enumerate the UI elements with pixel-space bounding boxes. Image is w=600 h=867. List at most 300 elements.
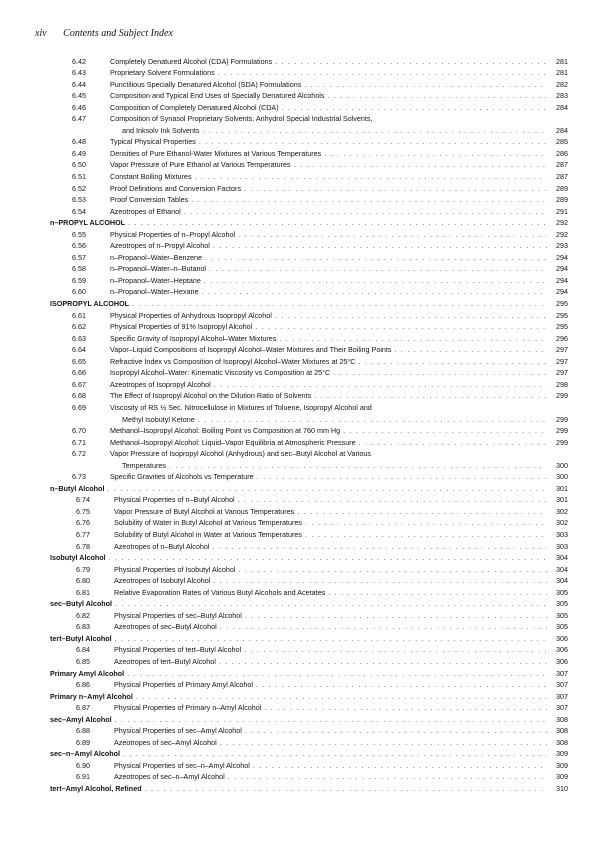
dot-leader [256, 680, 547, 690]
toc-entry [0, 471, 600, 483]
toc-entry-number: 6.77 [76, 529, 90, 539]
toc-entry-title: Physical Properties of Primary n–Amyl Alcohol [114, 703, 262, 713]
toc-entry-title: Vapor Pressure of Isopropyl Alcohol (Anhydrous) and sec–Butyl Alcohol at Various [110, 449, 372, 459]
toc-entry-title: Methanol–Isopropyl Alcohol: Boiling Point vs Composition at 760 mm Hg [110, 426, 341, 436]
toc-entry-number: 6.61 [72, 310, 86, 320]
dot-leader [244, 184, 547, 194]
dot-leader [238, 565, 547, 575]
toc-entry [0, 309, 600, 321]
toc-entry-title: Composition of Synasol Proprietary Solvents, Anhydrol Special Industrial Solvents, [110, 114, 373, 124]
toc-entry [0, 575, 600, 587]
toc-entry-title: Physical Properties of tert–Butyl Alcohol [114, 645, 242, 655]
toc-entry-number: 6.89 [76, 737, 90, 747]
toc-entry-title: Physical Properties of n–Propyl Alcohol [110, 229, 236, 239]
toc-entry [0, 679, 600, 691]
toc-entry-number: 6.49 [72, 148, 86, 158]
toc-entry-page: 292 [556, 229, 568, 239]
toc-entry [0, 505, 600, 517]
toc-entry-title: Primary n–Amyl Alcohol [50, 691, 133, 701]
toc-entry-title: Completely Denatured Alcohol (CDA) Formulations [110, 56, 273, 66]
toc-entry-page: 307 [556, 680, 568, 690]
toc-entry [0, 540, 600, 552]
toc-section-heading [0, 713, 600, 725]
toc-entry-number: 6.90 [76, 760, 90, 770]
toc-entry-title: Physical Properties of sec–Butyl Alcohol [114, 610, 242, 620]
toc-entry-page: 306 [556, 633, 568, 643]
toc-entry-page: 302 [556, 506, 568, 516]
dot-leader [213, 241, 547, 251]
toc-entry-number: 6.57 [72, 252, 86, 262]
toc-entry [0, 251, 600, 263]
toc-entry [0, 413, 600, 425]
toc-entry-page: 303 [556, 541, 568, 551]
toc-entry [0, 332, 600, 344]
toc-entry [0, 228, 600, 240]
toc-entry-page: 284 [556, 125, 568, 135]
toc-entry-page: 292 [556, 218, 568, 228]
toc-entry-page: 294 [556, 252, 568, 262]
toc-entry-number: 6.64 [72, 345, 86, 355]
toc-entry-number: 6.46 [72, 102, 86, 112]
toc-entry-title: Typical Physical Properties [110, 137, 196, 147]
dot-leader [198, 415, 547, 425]
toc-entry-page: 297 [556, 345, 568, 355]
toc-entry-title: Proof Definitions and Conversion Factors [110, 183, 242, 193]
toc-entry [0, 436, 600, 448]
toc-entry [0, 194, 600, 206]
toc-entry-page: 309 [556, 749, 568, 759]
toc-entry-title: Solubility of Water in Butyl Alcohol at Various Temperatures [114, 518, 303, 528]
dot-leader [136, 692, 547, 702]
toc-entry-number: 6.88 [76, 726, 90, 736]
toc-entry-title: Proprietary Solvent Formulations [110, 68, 215, 78]
toc-entry-number: 6.59 [72, 275, 86, 285]
toc-entry-page: 304 [556, 564, 568, 574]
toc-entry [0, 55, 600, 67]
toc-entry-page: 289 [556, 183, 568, 193]
toc-entry-number: 6.56 [72, 241, 86, 251]
toc-section-heading [0, 552, 600, 564]
toc-entry-number: 6.69 [72, 402, 86, 412]
toc-entry-number: 6.87 [76, 703, 90, 713]
toc-entry-number: 6.75 [76, 506, 90, 516]
toc-entry [0, 609, 600, 621]
toc-entry-page: 305 [556, 622, 568, 632]
toc-section-heading [0, 782, 600, 794]
toc-entry [0, 274, 600, 286]
dot-leader [314, 391, 547, 401]
toc-entry [0, 113, 600, 125]
toc-entry-number: 6.50 [72, 160, 86, 170]
toc-entry-page: 295 [556, 310, 568, 320]
toc-entry-title: Refractive Index vs Composition of Isopropyl Alcohol–Water Mixtures at 25°C [110, 356, 356, 366]
toc-section-heading [0, 598, 600, 610]
toc-entry-page: 287 [556, 160, 568, 170]
toc-entry-page: 282 [556, 79, 568, 89]
dot-leader [238, 495, 547, 505]
toc-entry-page: 305 [556, 599, 568, 609]
toc-entry-title: Azeotropes of tert–Butyl Alcohol [114, 656, 216, 666]
toc-entry-page: 301 [556, 495, 568, 505]
toc-entry-number: 6.71 [72, 437, 86, 447]
dot-leader [220, 738, 547, 748]
toc-entry-title: Solubility of Butyl Alcohol in Water at Various Temperatures [114, 529, 303, 539]
dot-leader [228, 772, 547, 782]
dot-leader [245, 611, 547, 621]
toc-entry-page: 295 [556, 299, 568, 309]
toc-entry [0, 355, 600, 367]
toc-entry [0, 90, 600, 102]
toc-entry-number: 6.48 [72, 137, 86, 147]
toc-section-heading [0, 632, 600, 644]
toc-section-heading [0, 217, 600, 229]
toc-entry-number: 6.52 [72, 183, 86, 193]
toc-entry-number: 6.79 [76, 564, 90, 574]
toc-entry-page: 294 [556, 287, 568, 297]
toc-entry [0, 147, 600, 159]
toc-entry-page: 281 [556, 68, 568, 78]
toc-entry-page: 304 [556, 553, 568, 563]
dot-leader [304, 80, 547, 90]
dot-leader [204, 276, 547, 286]
toc-section-heading [0, 690, 600, 702]
toc-entry-number: 6.80 [76, 576, 90, 586]
toc-entry-page: 298 [556, 379, 568, 389]
dot-leader [359, 438, 547, 448]
toc-entry-page: 299 [556, 414, 568, 424]
toc-entry-number: 6.51 [72, 172, 86, 182]
toc-entry-number: 6.84 [76, 645, 90, 655]
toc-entry [0, 205, 600, 217]
toc-entry [0, 655, 600, 667]
toc-entry [0, 390, 600, 402]
toc-entry-page: 308 [556, 726, 568, 736]
page-number: xiv [35, 28, 47, 39]
toc-entry [0, 67, 600, 79]
toc-entry-title: Physical Properties of Anhydrous Isopropyl Alcohol [110, 310, 272, 320]
toc-entry [0, 621, 600, 633]
dot-leader [115, 634, 547, 644]
dot-leader [327, 91, 547, 101]
toc-entry [0, 159, 600, 171]
toc-entry-title: Composition and Typical End Uses of Specially Denatured Alcohols [110, 91, 325, 101]
toc-entry-page: 303 [556, 529, 568, 539]
toc-entry-number: 6.42 [72, 56, 86, 66]
toc-entry-page: 299 [556, 426, 568, 436]
toc-entry [0, 448, 600, 460]
toc-entry [0, 344, 600, 356]
toc-entry-page: 309 [556, 772, 568, 782]
dot-leader [238, 230, 547, 240]
toc-entry-title: Constant Boiling Mixtures [110, 172, 192, 182]
toc-entry [0, 771, 600, 783]
dot-leader [343, 426, 547, 436]
toc-entry-title: Proof Conversion Tables [110, 195, 189, 205]
toc-entry-title: Specific Gravities of Alcohols vs Temperature [110, 472, 254, 482]
dot-leader [127, 669, 547, 679]
toc-entry-page: 300 [556, 460, 568, 470]
toc-entry-number: 6.58 [72, 264, 86, 274]
toc-entry-number: 6.86 [76, 680, 90, 690]
dot-leader [107, 484, 547, 494]
toc-entry-page: 289 [556, 195, 568, 205]
dot-leader [328, 588, 547, 598]
toc-entry-page: 296 [556, 333, 568, 343]
toc-entry [0, 586, 600, 598]
toc-section-heading [0, 667, 600, 679]
dot-leader [115, 599, 547, 609]
toc-entry-number: 6.54 [72, 206, 86, 216]
toc-entry-title: Physical Properties of n–Butyl Alcohol [114, 495, 235, 505]
toc-entry-title: Azeotropes of sec–Amyl Alcohol [114, 737, 217, 747]
dot-leader [359, 357, 548, 367]
toc-entry-number: 6.60 [72, 287, 86, 297]
toc-entry-page: 284 [556, 102, 568, 112]
toc-entry-title: Primary Amyl Alcohol [50, 668, 125, 678]
dot-leader [333, 368, 547, 378]
toc-entry-title: Physical Properties of Primary Amyl Alcohol [114, 680, 254, 690]
toc-entry-page: 306 [556, 645, 568, 655]
toc-entry-title: n–Propanol–Water–n–Butanol [110, 264, 207, 274]
dot-leader [191, 195, 547, 205]
toc-entry-title: Punctilious Specially Denatured Alcohol (SDA) Formulations [110, 79, 302, 89]
toc-entry-title: n–Propanol–Water–Heptane [110, 275, 201, 285]
toc-entry-page: 297 [556, 356, 568, 366]
toc-entry-page: 285 [556, 137, 568, 147]
toc-entry-page: 307 [556, 703, 568, 713]
toc-entry-number: 6.62 [72, 322, 86, 332]
toc-entry-title: tert–Amyl Alcohol, Refined [50, 784, 142, 793]
toc-entry [0, 170, 600, 182]
toc-entry-title: Azeotropes of n–Propyl Alcohol [110, 241, 210, 251]
toc-entry-number: 6.78 [76, 541, 90, 551]
dot-leader [305, 530, 547, 540]
toc-entry-title: sec–Amyl Alcohol [50, 714, 112, 724]
toc-entry-title: Temperatures [122, 460, 166, 470]
dot-leader [213, 542, 548, 552]
running-head-title: Contents and Subject Index [63, 28, 173, 39]
dot-leader [184, 207, 547, 217]
toc-entry-number: 6.74 [76, 495, 90, 505]
dot-leader [199, 137, 547, 147]
toc-entry [0, 321, 600, 333]
dot-leader [220, 622, 547, 632]
dot-leader [275, 57, 547, 67]
toc-entry-title: The Effect of Isopropyl Alcohol on the Dilution Ratio of Solvents [110, 391, 312, 401]
toc-entry-number: 6.63 [72, 333, 86, 343]
toc-entry [0, 736, 600, 748]
toc-entry-page: 300 [556, 472, 568, 482]
dot-leader [209, 264, 547, 274]
toc-entry-page: 305 [556, 587, 568, 597]
toc-entry-page: 299 [556, 437, 568, 447]
dot-leader [282, 103, 547, 113]
toc-entry-number: 6.66 [72, 368, 86, 378]
toc-entry-page: 304 [556, 576, 568, 586]
toc-entry-title: Vapor–Liquid Compositions of Isopropyl Alcohol–Water Mixtures and Their Boiling Points [110, 345, 392, 355]
toc-entry-number: 6.68 [72, 391, 86, 401]
toc-entry-title: Methanol–Isopropyl Alcohol: Liquid–Vapor Equilibria at Atmospheric Pressure [110, 437, 356, 447]
toc-entry-page: 299 [556, 391, 568, 401]
toc-entry-title: Composition of Completely Denatured Alcohol (CDA) [110, 102, 279, 112]
dot-leader [195, 172, 548, 182]
dot-leader [123, 749, 547, 759]
toc-entry-title: Specific Gravity of Isopropyl Alcohol–Water Mixtures [110, 333, 277, 343]
toc-entry-title: Physical Properties of sec–n–Amyl Alcohol [114, 760, 250, 770]
toc-entry-title: Isobutyl Alcohol [50, 553, 106, 563]
toc-entry-page: 309 [556, 760, 568, 770]
toc-entry-page: 302 [556, 518, 568, 528]
toc-entry-page: 305 [556, 610, 568, 620]
toc-entry-page: 283 [556, 91, 568, 101]
toc-entry-title: n–Propanol–Water–Hexane [110, 287, 199, 297]
toc-entry-page: 291 [556, 206, 568, 216]
toc-entry-number: 6.76 [76, 518, 90, 528]
toc-entry [0, 286, 600, 298]
toc-entry-page: 286 [556, 148, 568, 158]
dot-leader [128, 218, 547, 228]
toc-entry [0, 78, 600, 90]
toc-entry-number: 6.43 [72, 68, 86, 78]
toc-entry-title: Isopropyl Alcohol–Water: Kinematic Viscosity vs Composition at 25°C [110, 368, 331, 378]
dot-leader [218, 68, 547, 78]
dot-leader [169, 461, 547, 471]
table-of-contents [0, 55, 600, 794]
dot-leader [245, 726, 547, 736]
toc-entry-title: ISOPROPYL ALCOHOL [50, 299, 130, 309]
dot-leader [324, 149, 547, 159]
toc-entry [0, 517, 600, 529]
toc-entry-number: 6.72 [72, 449, 86, 459]
toc-entry-title: Physical Properties of Isobutyl Alcohol [114, 564, 236, 574]
dot-leader [115, 715, 547, 725]
toc-entry [0, 528, 600, 540]
toc-entry-number: 6.67 [72, 379, 86, 389]
toc-entry [0, 644, 600, 656]
toc-entry-page: 294 [556, 275, 568, 285]
toc-entry-number: 6.45 [72, 91, 86, 101]
toc-entry-title: Densities of Pure Ethanol-Water Mixtures at Various Temperatures [110, 148, 322, 158]
toc-entry [0, 702, 600, 714]
toc-entry-title: n–Butyl Alcohol [50, 483, 105, 493]
toc-entry-title: Azeotropes of Isopropyl Alcohol [110, 379, 211, 389]
dot-leader [294, 160, 547, 170]
toc-entry-title: Methyl Isobutyl Ketone [122, 414, 195, 424]
toc-entry-title: Azeotropes of sec–Butyl Alcohol [114, 622, 217, 632]
dot-leader [257, 472, 547, 482]
toc-entry [0, 101, 600, 113]
dot-leader [275, 311, 547, 321]
dot-leader [201, 287, 547, 297]
toc-entry-page: 308 [556, 737, 568, 747]
toc-entry [0, 459, 600, 471]
toc-entry [0, 759, 600, 771]
toc-entry-page: 307 [556, 668, 568, 678]
toc-entry-title: n–Propanol–Water–Benzene [110, 252, 203, 262]
toc-section-heading [0, 297, 600, 309]
toc-entry-title: Azeotropes of Ethanol [110, 206, 181, 216]
dot-leader [132, 299, 547, 309]
toc-entry-title: tert–Butyl Alcohol [50, 633, 112, 643]
toc-entry-page: 287 [556, 172, 568, 182]
dot-leader [214, 380, 547, 390]
dot-leader [145, 784, 547, 794]
toc-entry [0, 240, 600, 252]
dot-leader [203, 126, 547, 136]
toc-entry-page: 307 [556, 691, 568, 701]
dot-leader [253, 761, 547, 771]
toc-entry [0, 136, 600, 148]
toc-entry-number: 6.81 [76, 587, 90, 597]
toc-entry [0, 425, 600, 437]
toc-entry-title: and Inksolv Ink Solvents [122, 125, 200, 135]
toc-entry-number: 6.53 [72, 195, 86, 205]
toc-entry-number: 6.82 [76, 610, 90, 620]
toc-entry-title: Relative Evaporation Rates of Various Butyl Alcohols and Acetates [114, 587, 326, 597]
toc-entry [0, 378, 600, 390]
toc-entry-page: 310 [556, 784, 568, 793]
dot-leader [109, 553, 547, 563]
toc-entry-page: 295 [556, 322, 568, 332]
toc-entry-number: 6.44 [72, 79, 86, 89]
toc-entry-number: 6.91 [76, 772, 90, 782]
toc-entry-title: Azeotropes of Isobutyl Alcohol [114, 576, 211, 586]
toc-entry-title: Physical Properties of sec–Amyl Alcohol [114, 726, 242, 736]
toc-entry [0, 401, 600, 413]
toc-entry-number: 6.55 [72, 229, 86, 239]
toc-entry [0, 725, 600, 737]
toc-entry-number: 6.73 [72, 472, 86, 482]
toc-entry-title: Azeotropes of n–Butyl Alcohol [114, 541, 210, 551]
toc-entry-number: 6.70 [72, 426, 86, 436]
toc-entry-number: 6.83 [76, 622, 90, 632]
dot-leader [219, 657, 547, 667]
dot-leader [264, 703, 547, 713]
toc-entry-page: 308 [556, 714, 568, 724]
toc-section-heading [0, 748, 600, 760]
toc-entry-title: sec–Butyl Alcohol [50, 599, 113, 609]
toc-entry-title: Viscosity of RS ½ Sec. Nitrocellulose in Mixtures of Toluene, Isopropyl Alcohol and [110, 402, 372, 412]
toc-entry [0, 182, 600, 194]
dot-leader [305, 518, 547, 528]
dot-leader [279, 334, 547, 344]
toc-entry-number: 6.65 [72, 356, 86, 366]
dot-leader [255, 322, 547, 332]
dot-leader [297, 507, 547, 517]
toc-entry-page: 294 [556, 264, 568, 274]
toc-entry-page: 306 [556, 656, 568, 666]
toc-entry-page: 301 [556, 483, 568, 493]
toc-entry [0, 494, 600, 506]
toc-entry-title: sec–n–Amyl Alcohol [50, 749, 121, 759]
dot-leader [213, 576, 547, 586]
toc-entry-number: 6.85 [76, 656, 90, 666]
toc-entry-title: Vapor Pressure of Butyl Alcohol at Various Temperatures [114, 506, 295, 516]
running-head [35, 28, 173, 39]
dot-leader [395, 345, 547, 355]
toc-section-heading [0, 482, 600, 494]
toc-entry-number: 6.47 [72, 114, 86, 124]
toc-entry-page: 297 [556, 368, 568, 378]
toc-entry [0, 124, 600, 136]
dot-leader [205, 253, 547, 263]
toc-entry [0, 367, 600, 379]
toc-entry-title: Azeotropes of sec–n–Amyl Alcohol [114, 772, 225, 782]
toc-entry [0, 263, 600, 275]
toc-entry [0, 563, 600, 575]
toc-entry-title: Vapor Pressure of Pure Ethanol at Various Temperatures [110, 160, 291, 170]
toc-entry-title: n–PROPYL ALCOHOL [50, 218, 126, 228]
